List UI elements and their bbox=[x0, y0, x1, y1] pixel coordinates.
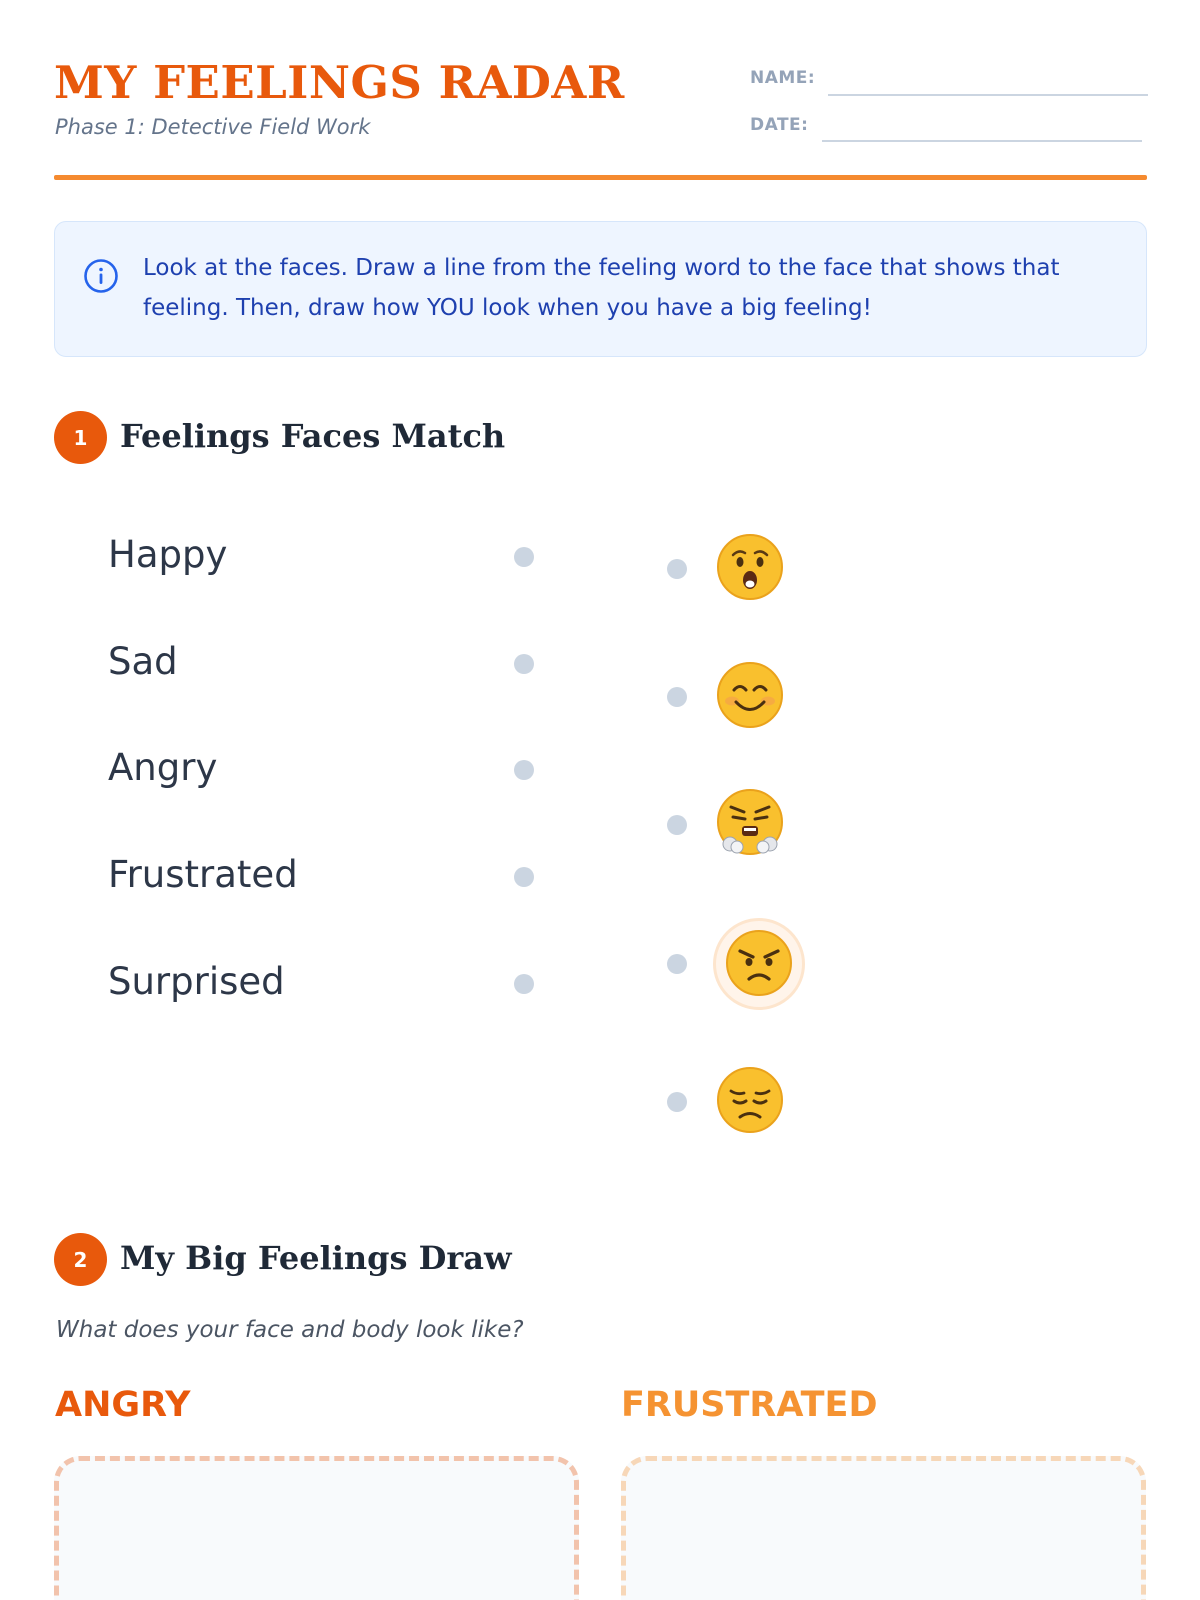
feeling-word-angry: Angry bbox=[108, 746, 218, 789]
header-divider bbox=[54, 175, 1147, 180]
section-2-title: My Big Feelings Draw bbox=[120, 1239, 512, 1277]
instructions-text: Look at the faces. Draw a line from the feeling word to the face that shows that feeling. Then, draw how YOU look when you have a big feeling! bbox=[143, 255, 1060, 321]
angry-drawing-area[interactable] bbox=[54, 1456, 579, 1600]
disappointed-face-icon bbox=[716, 1066, 784, 1134]
huffing-face-icon bbox=[716, 788, 784, 856]
frustrated-drawing-area[interactable] bbox=[621, 1456, 1146, 1600]
face-connector-dot[interactable] bbox=[667, 1092, 687, 1112]
instructions-box bbox=[54, 221, 1147, 357]
face-connector-dot[interactable] bbox=[667, 559, 687, 579]
drawing-prompt: What does your face and body look like? bbox=[56, 1317, 524, 1343]
name-field[interactable] bbox=[828, 94, 1148, 96]
word-connector-dot[interactable] bbox=[514, 654, 534, 674]
word-connector-dot[interactable] bbox=[514, 974, 534, 994]
date-field[interactable] bbox=[822, 140, 1142, 142]
feeling-word-happy: Happy bbox=[108, 533, 228, 576]
section-1-title: Feelings Faces Match bbox=[120, 417, 506, 455]
feeling-word-sad: Sad bbox=[108, 640, 178, 683]
word-connector-dot[interactable] bbox=[514, 547, 534, 567]
angry-box-label: ANGRY bbox=[55, 1385, 191, 1425]
section-2-badge: 2 bbox=[54, 1233, 107, 1286]
face-connector-dot[interactable] bbox=[667, 687, 687, 707]
worksheet-subtitle: Phase 1: Detective Field Work bbox=[55, 115, 371, 139]
section-1-badge: 1 bbox=[54, 411, 107, 464]
smiling-face-icon bbox=[716, 661, 784, 729]
feeling-word-surprised: Surprised bbox=[108, 960, 285, 1003]
word-connector-dot[interactable] bbox=[514, 867, 534, 887]
info-icon bbox=[83, 258, 119, 294]
name-label: NAME: bbox=[750, 68, 816, 88]
surprised-face-icon bbox=[716, 533, 784, 601]
feeling-word-frustrated: Frustrated bbox=[108, 853, 298, 896]
angry-face-icon bbox=[725, 929, 793, 997]
date-label: DATE: bbox=[750, 115, 809, 135]
frustrated-box-label: FRUSTRATED bbox=[621, 1385, 878, 1425]
worksheet-title: MY FEELINGS RADAR bbox=[54, 56, 625, 109]
face-connector-dot[interactable] bbox=[667, 815, 687, 835]
word-connector-dot[interactable] bbox=[514, 760, 534, 780]
face-connector-dot[interactable] bbox=[667, 954, 687, 974]
